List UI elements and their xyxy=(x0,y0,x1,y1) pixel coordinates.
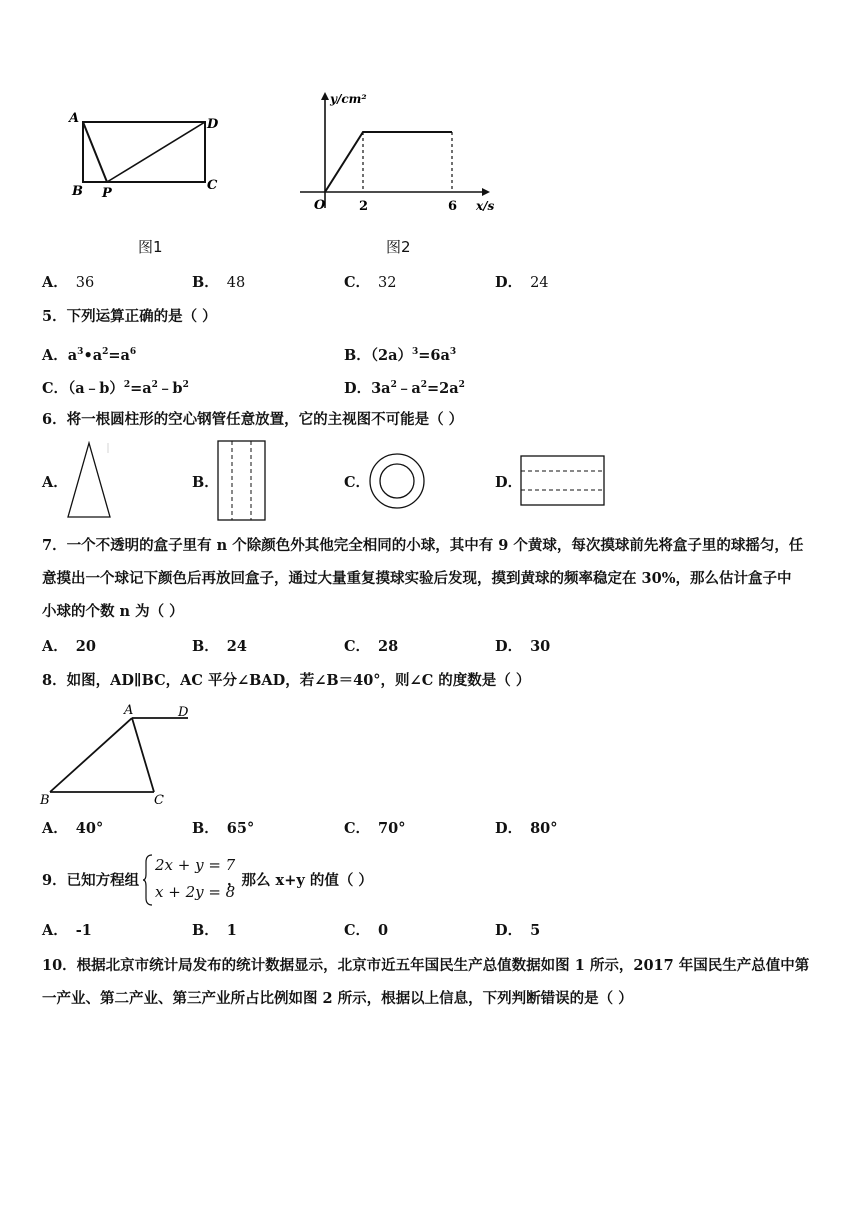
option-label: C． xyxy=(344,820,371,837)
point-label-B: B xyxy=(40,793,50,808)
term: （a﹣b） xyxy=(68,379,124,397)
q6-option-a-triangle[interactable] xyxy=(64,441,114,521)
q5-option-d[interactable] xyxy=(344,376,465,398)
option-text: 65° xyxy=(226,820,255,837)
q10-stem-line-1: 10．根据北京市统计局发布的统计数据显示，北京市近五年国民生产总值数据如图 1 所示，2017 年国民生产总值中第 xyxy=(42,957,810,974)
option-text: 32 xyxy=(378,275,397,291)
option-label: C． xyxy=(344,638,371,655)
figure-1-rectangle xyxy=(60,100,230,210)
q9-suffix: ，那么 x+y 的值（ ） xyxy=(227,872,373,889)
q9-prefix: 9．已知方程组 xyxy=(42,872,140,889)
q6-option-c-ring[interactable] xyxy=(367,451,427,511)
option-text: 28 xyxy=(378,638,399,655)
q6-stem: 6．将一根圆柱形的空心钢管任意放置，它的主视图不可能是（ ） xyxy=(42,411,464,428)
option-text: 70° xyxy=(378,820,406,837)
option-text: 36 xyxy=(75,275,95,291)
q5-option-a[interactable] xyxy=(42,343,136,365)
option-text: 5 xyxy=(530,922,541,939)
exponent: 2 xyxy=(182,380,189,390)
exponent: 3 xyxy=(449,347,457,357)
option-text: 0 xyxy=(378,922,389,939)
q4-option-b[interactable] xyxy=(192,274,245,292)
option-label: D． xyxy=(495,820,523,837)
q5-option-b[interactable] xyxy=(344,343,456,365)
q8-option-b[interactable] xyxy=(192,820,254,838)
option-label: B． xyxy=(192,638,219,655)
q7-option-a[interactable] xyxy=(42,638,96,656)
term: 3a xyxy=(371,379,391,397)
option-label: A． xyxy=(42,922,68,939)
term: =a xyxy=(130,379,152,397)
option-text: 80° xyxy=(530,820,558,837)
q4-option-a[interactable] xyxy=(42,274,94,292)
q9-option-a[interactable] xyxy=(42,922,92,940)
q5-stem: 5．下列运算正确的是（ ） xyxy=(42,308,217,325)
option-text: 40° xyxy=(75,820,104,837)
option-label: A． xyxy=(42,820,68,837)
option-label: D． xyxy=(495,274,523,291)
q7-stem-line-1: 7．一个不透明的盒子里有 n 个除颜色外其他完全相同的小球，其中有 9 个黄球，每次摸球前先将盒子里的球摇匀，任 xyxy=(42,537,804,554)
figure-1-caption: 图1 xyxy=(138,238,163,256)
q9-brace-icon xyxy=(142,853,154,907)
exponent: 3 xyxy=(412,347,419,357)
exponent: 6 xyxy=(129,347,137,357)
exponent: 2 xyxy=(390,380,397,390)
q9-equation-2: x + 2y = 8 xyxy=(155,883,236,901)
option-label: C． xyxy=(344,922,371,939)
exponent: 2 xyxy=(458,380,465,390)
exponent: 2 xyxy=(151,380,158,390)
option-text: 20 xyxy=(75,638,96,655)
option-label: A． xyxy=(42,346,68,364)
exponent: 2 xyxy=(102,347,109,357)
option-label: B． xyxy=(344,346,371,364)
q7-stem-line-3: 小球的个数 n 为（ ） xyxy=(42,603,184,620)
q10-stem-line-2: 一产业、第二产业、第三产业所占比例如图 2 所示，根据以上信息，下列判断错误的是（ ） xyxy=(42,990,633,1007)
q7-stem-line-2: 意摸出一个球记下颜色后再放回盒子，通过大量重复摸球实验后发现，摸到黄球的频率稳定在 30%，那么估计盒子中 xyxy=(42,570,792,587)
term: •a xyxy=(83,346,103,364)
q6-option-b-label[interactable]: B． xyxy=(192,474,219,491)
q9-option-c[interactable] xyxy=(344,922,388,940)
x-tick-6: 6 xyxy=(448,199,458,214)
point-label-A: A xyxy=(124,703,134,718)
option-text: 48 xyxy=(226,275,246,291)
term: a xyxy=(67,346,78,364)
option-label: C． xyxy=(344,274,371,291)
q8-option-d[interactable] xyxy=(495,820,558,838)
q7-option-c[interactable] xyxy=(344,638,398,656)
q6-option-b-rectangle-vertical-dashed[interactable] xyxy=(216,440,268,522)
q8-option-a[interactable] xyxy=(42,820,103,838)
point-label-C: C xyxy=(207,178,218,193)
q9-option-b[interactable] xyxy=(192,922,237,940)
option-text: -1 xyxy=(75,922,92,939)
q8-stem: 8．如图，AD∥BC，AC 平分∠BAD，若∠B＝40°，则∠C 的度数是（ ） xyxy=(42,672,531,689)
point-label-D: D xyxy=(178,705,189,720)
exponent: 3 xyxy=(77,347,84,357)
term: ﹣a xyxy=(396,379,421,397)
x-axis-label: x/s xyxy=(476,199,495,213)
term: =2a xyxy=(427,379,459,397)
point-label-A: A xyxy=(69,111,80,126)
q4-option-d[interactable] xyxy=(495,274,549,292)
point-label-C: C xyxy=(154,793,164,808)
q7-option-d[interactable] xyxy=(495,638,550,656)
option-label: B． xyxy=(192,820,219,837)
term: =a xyxy=(108,346,130,364)
y-axis-label: y/cm² xyxy=(330,92,367,106)
option-label: D． xyxy=(495,638,523,655)
q9-option-d[interactable] xyxy=(495,922,540,940)
q7-option-b[interactable] xyxy=(192,638,247,656)
origin-label: O xyxy=(314,198,326,213)
x-tick-2: 2 xyxy=(359,199,369,214)
q6-option-d-label[interactable]: D． xyxy=(495,474,523,491)
q6-option-d-rectangle-horizontal-dashed[interactable] xyxy=(519,454,607,508)
term: （2a） xyxy=(370,346,412,364)
term: ﹣b xyxy=(157,379,183,397)
q6-option-a-label[interactable]: A． xyxy=(42,474,68,491)
option-text: 1 xyxy=(226,922,237,939)
q8-figure-triangle xyxy=(38,700,208,810)
term: =6a xyxy=(418,346,450,364)
q6-option-c-label[interactable]: C． xyxy=(344,474,371,491)
figure-2-graph xyxy=(292,88,507,218)
option-label: A． xyxy=(42,638,68,655)
figure-2-caption: 图2 xyxy=(386,238,411,256)
point-label-D: D xyxy=(207,117,219,132)
q8-option-c[interactable] xyxy=(344,820,405,838)
exponent: 2 xyxy=(420,380,427,390)
option-label: B． xyxy=(192,274,219,291)
option-text: 24 xyxy=(226,638,247,655)
option-label: C． xyxy=(42,379,69,397)
option-label: B． xyxy=(192,922,219,939)
point-label-B: B xyxy=(72,184,83,199)
point-label-P: P xyxy=(102,186,112,201)
option-label: D． xyxy=(344,379,372,397)
option-text: 30 xyxy=(530,638,551,655)
exponent: 2 xyxy=(123,380,131,390)
q5-option-c[interactable] xyxy=(42,376,189,398)
option-label: D． xyxy=(495,922,523,939)
q9-equation-1: 2x + y = 7 xyxy=(155,856,236,874)
q4-option-c[interactable] xyxy=(344,274,397,292)
option-label: A． xyxy=(42,274,68,291)
option-text: 24 xyxy=(530,275,549,291)
